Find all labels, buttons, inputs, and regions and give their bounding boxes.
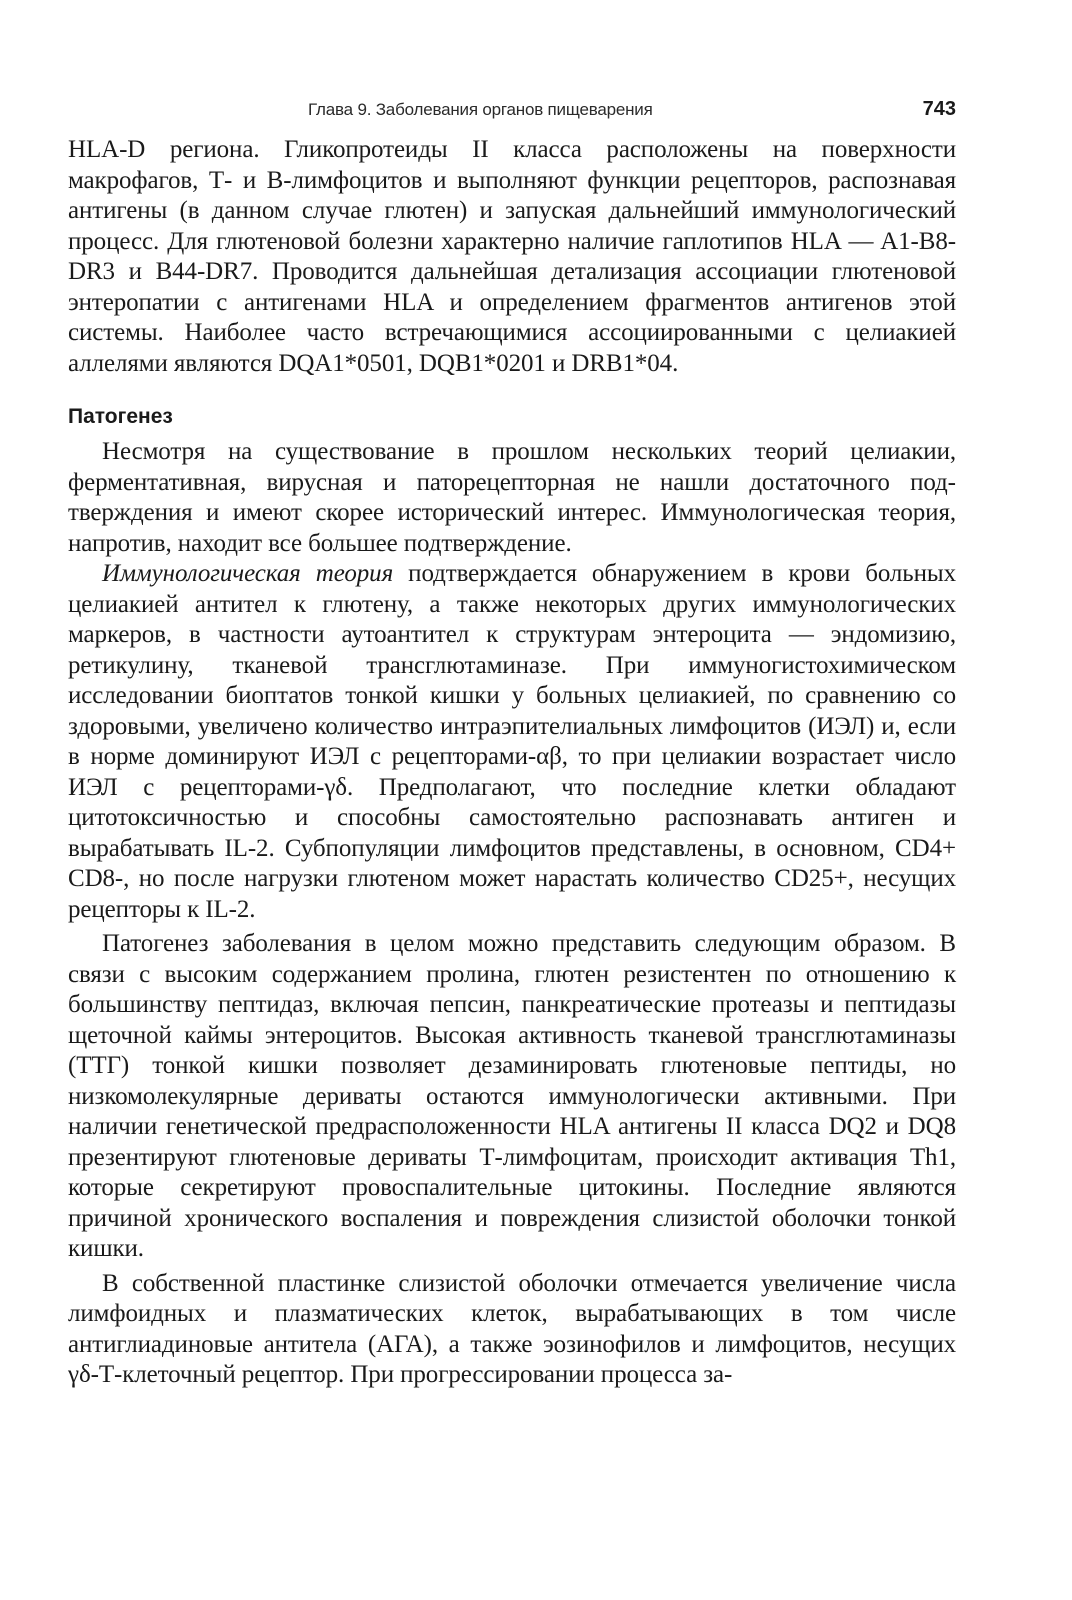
paragraph-theories: Несмотря на существование в прошлом нескольких теорий целиакии, ферментативная, вирусная и паторецепторная не нашли достаточного подтверждения и имеют скорее исторический интерес. Иммунологическая теория, напротив, находит все большее подтверждение. [68,438,956,557]
running-header [68,98,956,121]
section-heading-pathogenesis: Патогенез [68,405,173,428]
paragraph-pathogenesis: Патогенез заболевания в целом можно представить следующим образом. В связи с высоким содержанием пролина, глютен резистентен по отношению к большинству пептидаз, включая пепсин, панкреатические протеазы и пептидазы щеточной каймы энтероцитов. Высокая активность тканевой трансглютаминазы (ТТГ) тонкой кишки позволяет дезаминировать глютеновые пептиды, но низкомолекулярные дериваты остаются иммунологически активными. При наличии генетической предрасположенности HLA антигены II класса DQ2 и DQ8 презентируют глютеновые дериваты Т-лимфоцитам, происходит активация Th1, которые секретируют провоспалительные цитокины. Последние являются причиной хронического воспаления и повреждения слизистой оболочки тонкой кишки. [68,930,956,1262]
page-number: 743 [922,98,956,120]
immunological-theory-text: подтверждается обнаружением в крови больных целиакией антител к глютену, а также некоторых других иммунологических маркеров, в частности аутоантител к структурам энтероцита — эндомизию, ретикулину, тканевой трансглютаминазе. При иммуногистохимическом исследовании биоптатов тонкой кишки у больных целиакией, по сравнению со здоровыми, увеличено количество интраэпителиальных лимфоцитов (ИЭЛ) и, если в норме доминируют ИЭЛ с рецепторами-αβ, то при целиакии возрастает число ИЭЛ с рецепторами-γδ. Предполагают, что последние клетки обладают цитотоксичностью и способны самостоятельно распознавать антиген и вырабатывать IL-2. Субпопуляции лимфоцитов представлены, в основном, CD4+ CD8-, но после нагрузки глютеном может нарастать количество CD25+, несущих рецепторы к IL-2. [68,560,956,923]
paragraph-hla: HLA-D региона. Гликопротеиды II класса расположены на поверхности макрофагов, Т- и В-лимфоцитов и выполняют функции рецепторов, распознавая антигены (в данном случае глютен) и запуская дальнейший иммунологический процесс. Для глютеновой болезни характерно наличие гаплотипов HLA — A1-B8-DR3 и B44-DR7. Проводится дальнейшая детализация ассоциации глютеновой энтеропатии с антигенами HLA и определением фрагментов антигенов этой системы. Наиболее часто встречающимися ассоциированными с целиакией аллелями являются DQA1*0501, DQB1*0201 и DRB1*04. [68,136,956,377]
running-title: Глава 9. Заболевания органов пищеварения [308,100,653,119]
paragraph-lamina-propria: В собственной пластинке слизистой оболочки отмечается увеличение числа лимфоидных и плазматических клеток, вырабатывающих в том числе антиглиадиновые антитела (АГА), а также эозинофилов и лимфоцитов, несущих γδ-Т-клеточный рецептор. При прогрессировании процесса за- [68,1269,956,1388]
immunological-theory-term: Иммунологическая теория [102,560,394,587]
paragraph-immunological-theory [68,559,956,925]
